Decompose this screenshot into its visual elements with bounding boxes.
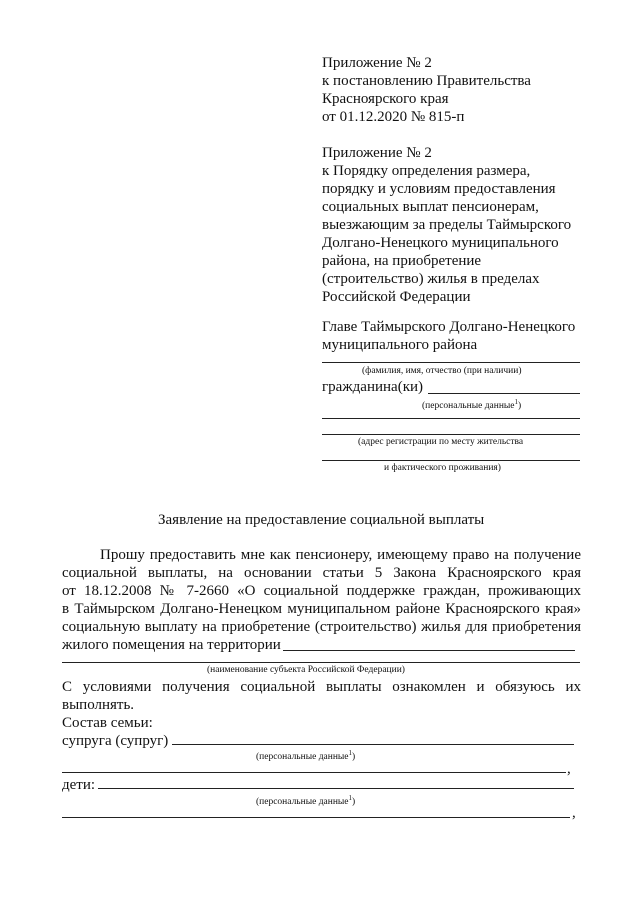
spouse-field[interactable] [172,744,574,745]
appendix-line: к постановлению Правительства [322,73,531,89]
appendix-line: Приложение № 2 [322,145,432,161]
appendix-line: к Порядку определения размера, [322,163,531,179]
request-line: в Таймырском Долгано-Ненецком муниципальном районе Красноярского края» [62,601,581,617]
children-caption: (персональные данные$^1$) [256,794,356,808]
address-field[interactable] [322,434,580,435]
fio-field[interactable] [322,362,580,363]
citizen-label: гражданина(ки) [322,379,424,395]
subject-caption: (наименование субъекта Российской Федерации) [207,665,405,675]
appendix-line: района, на приобретение [322,253,482,269]
appendix-line: социальных выплат пенсионерам, [322,199,539,215]
comma: , [572,805,576,821]
children-label: дети: [62,777,96,793]
appendix-line: Приложение № 2 [322,55,432,71]
request-line: от 18.12.2008 № 7-2660 «О социальной поддержке граждан, проживающих [62,583,581,599]
territory-field[interactable] [283,650,575,651]
subject-field[interactable] [62,662,580,663]
conditions-line: выполнять. [62,697,135,713]
request-line: социальной выплаты, на основании статьи 5 Закона Красноярского края [62,565,581,581]
appendix-line: порядку и условиям предоставления [322,181,556,197]
addressee-line: Главе Таймырского Долгано-Ненецкого [322,319,576,335]
residence-caption: и фактического проживания) [384,463,501,473]
comma: , [567,761,571,777]
fio-caption: (фамилия, имя, отчество (при наличии) [362,366,522,376]
citizen-field-line-2[interactable] [322,418,580,419]
addressee-line: муниципального района [322,337,478,353]
appendix-line: от 01.12.2020 № 815-п [322,109,465,125]
conditions-line: С условиями получения социальной выплаты ознакомлен и обязуюсь их [62,679,581,695]
request-line: социальную выплату на приобретение (строительство) жилья для приобретения [62,619,581,635]
spouse-label: супруга (супруг) [62,733,169,749]
children-field[interactable] [98,788,574,789]
appendix-line: Российской Федерации [322,289,471,305]
address-caption: (адрес регистрации по месту жительства [358,437,524,447]
document-title: Заявление на предоставление социальной выплаты [158,512,485,528]
citizen-field[interactable] [428,393,580,394]
request-line: жилого помещения на территории [62,637,281,653]
appendix-line: (строительство) жилья в пределах [322,271,540,287]
appendix-line: выезжающим за пределы Таймырского [322,217,572,233]
spouse-field-line-2[interactable] [62,772,566,773]
residence-field[interactable] [322,460,580,461]
appendix-line: Долгано-Ненецкого муниципального [322,235,559,251]
appendix-line: Красноярского края [322,91,449,107]
children-field-line-2[interactable] [62,817,570,818]
family-heading: Состав семьи: [62,715,153,731]
request-line: Прошу предоставить мне как пенсионеру, имеющему право на получение [100,547,581,563]
personal-data-caption: (персональные данные$^1$) [422,398,522,412]
spouse-caption: (персональные данные$^1$) [256,749,356,763]
